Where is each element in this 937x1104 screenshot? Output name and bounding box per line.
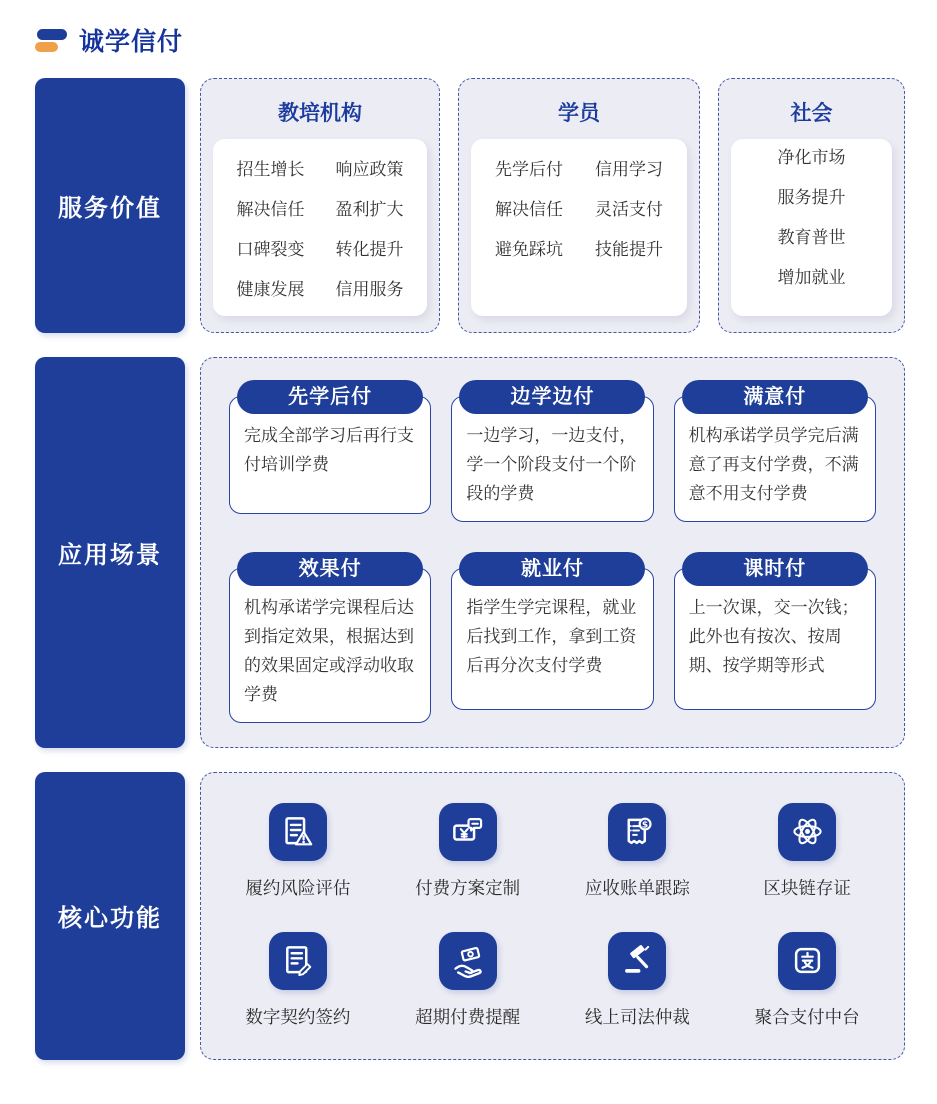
func-item-risk-assessment (245, 803, 350, 900)
scenario-card-pay-after-learning (229, 386, 431, 514)
func-item-bill-tracking (585, 803, 690, 900)
func-item-payment-hub (755, 932, 860, 1029)
scenario-description: 指学生学完课程，就业后找到工作，拿到工资后再分次支付学费 (466, 597, 637, 676)
value-item: 技能提升 (595, 240, 663, 259)
func-label: 超期付费提醒 (415, 1006, 521, 1027)
scenario-description: 机构承诺学员学完后满意了再支付学费，不满意不用支付学费 (688, 426, 859, 504)
value-item: 转化提升 (335, 240, 404, 259)
risk-assessment-icon (269, 803, 327, 861)
blockchain-icon (778, 803, 836, 861)
value-item: 解决信任 (236, 200, 305, 219)
value-card-items (213, 139, 427, 316)
func-item-blockchain (763, 803, 851, 900)
value-card-title: 学员 (558, 102, 600, 125)
service-value-panel (200, 78, 905, 333)
value-item: 服务提升 (777, 188, 846, 207)
func-label: 线上司法仲裁 (584, 1006, 690, 1027)
svg-text:$: $ (641, 820, 649, 831)
value-card-title: 社会 (790, 102, 833, 125)
func-item-contract-sign (245, 932, 350, 1029)
value-item: 信用学习 (595, 160, 663, 179)
scenario-title-pill: 满意付 (682, 380, 868, 414)
value-item: 口碑裂变 (236, 240, 305, 259)
bill-tracking-icon (608, 803, 666, 861)
scenario-title-pill: 效果付 (237, 552, 423, 586)
func-item-overdue-reminder (415, 932, 520, 1029)
scenario-description: 机构承诺学完课程后达到指定效果，根据达到的效果固定或浮动收取学费 (244, 597, 414, 705)
logo-orange-bar (35, 42, 58, 52)
scenario-description: 完成全部学习后再行支付培训学费 (244, 426, 414, 475)
value-item: 教育普世 (777, 228, 846, 247)
core-functions-label: 核心功能 (35, 772, 185, 1060)
scenarios-panel (200, 357, 905, 748)
scenario-card-pay-while-learning (451, 386, 653, 522)
scenario-card-lesson-pay (674, 557, 876, 710)
value-card-title: 教培机构 (278, 102, 362, 125)
func-label: 付费方案定制 (415, 877, 521, 898)
scenario-description: 上一次课，交一次钱；此外也有按次、按周期、按学期等形式 (688, 597, 859, 676)
value-card-items (471, 139, 687, 316)
value-item: 响应政策 (335, 160, 404, 179)
scenario-title-pill: 课时付 (682, 552, 868, 586)
value-item: 净化市场 (777, 148, 846, 167)
value-card-society (718, 78, 905, 333)
func-item-payment-plan (415, 803, 520, 900)
brand-logo-icon (35, 29, 67, 52)
value-item: 健康发展 (236, 280, 305, 299)
value-item: 增加就业 (777, 268, 846, 287)
scenario-card-satisfaction-pay (674, 386, 876, 522)
value-item: 先学后付 (495, 160, 563, 179)
payment-hub-icon (778, 932, 836, 990)
func-label: 履约风险评估 (245, 877, 351, 898)
page-header (35, 20, 905, 60)
core-functions-panel (200, 772, 905, 1060)
value-item: 解决信任 (495, 200, 563, 219)
value-item: 盈利扩大 (335, 200, 404, 219)
value-card-students (458, 78, 700, 333)
scenario-title-pill: 边学边付 (459, 380, 645, 414)
page-title: 诚学信付 (79, 28, 184, 56)
section-service-value (35, 78, 905, 333)
section-scenarios (35, 357, 905, 748)
scenario-card-result-pay (229, 557, 431, 723)
value-card-institutions (200, 78, 440, 333)
scenario-description: 一边学习，一边支付，学一个阶段支付一个阶段的学费 (466, 426, 637, 504)
contract-sign-icon (269, 932, 327, 990)
func-label: 区块链存证 (763, 877, 851, 898)
scenario-card-employment-pay (451, 557, 653, 710)
scenario-title-pill: 先学后付 (237, 380, 423, 414)
value-item: 招生增长 (236, 160, 305, 179)
service-value-label: 服务价值 (35, 78, 185, 333)
logo-blue-bar (37, 29, 67, 40)
value-card-items (731, 139, 892, 316)
arbitration-icon (608, 932, 666, 990)
section-core-functions (35, 772, 905, 1060)
value-item: 信用服务 (335, 280, 404, 299)
scenarios-label: 应用场景 (35, 357, 185, 748)
payment-plan-icon (439, 803, 497, 861)
func-item-arbitration (585, 932, 690, 1029)
value-item: 避免踩坑 (495, 240, 563, 259)
value-item: 灵活支付 (595, 200, 663, 219)
overdue-reminder-icon (439, 932, 497, 990)
func-label: 应收账单跟踪 (584, 877, 690, 898)
scenario-title-pill: 就业付 (459, 552, 645, 586)
func-label: 聚合支付中台 (754, 1006, 860, 1027)
func-label: 数字契约签约 (245, 1006, 351, 1027)
